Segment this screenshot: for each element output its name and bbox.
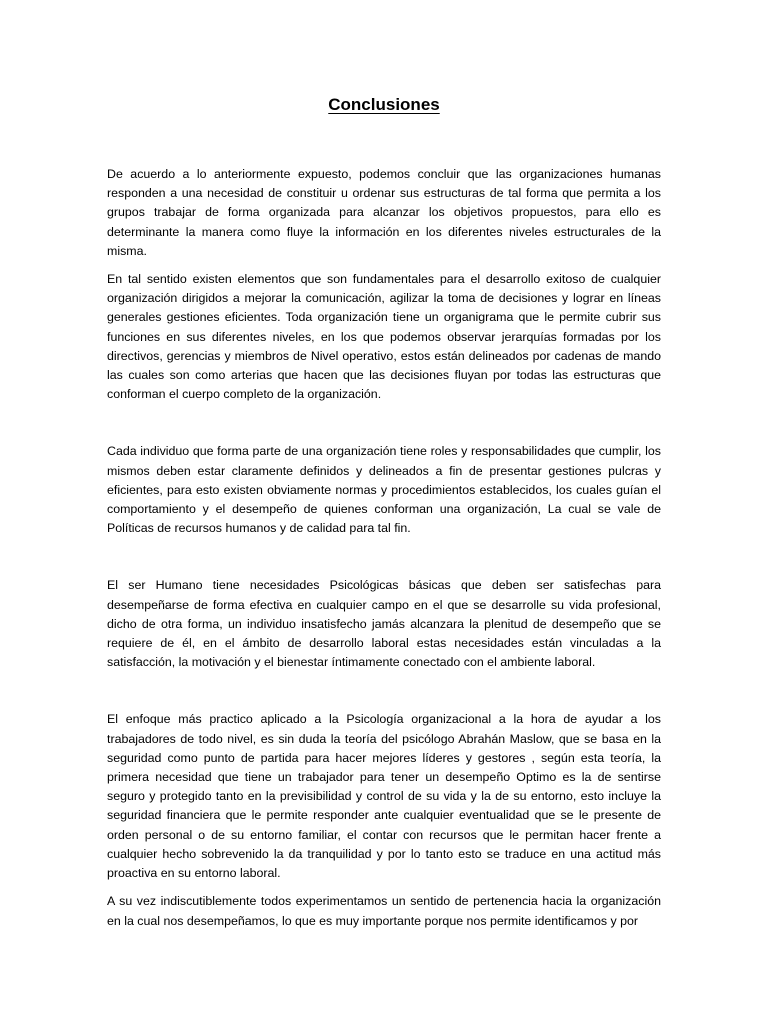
paragraph-spacer <box>107 261 661 270</box>
paragraph-6: A su vez indiscutiblemente todos experimentamos un sentido de pertenencia hacia la organización en la cual nos desempeñamos, lo que es muy importante porque nos permite identificamos y por <box>107 894 661 928</box>
paragraph-2: En tal sentido existen elementos que son fundamentales para el desarrollo exitoso de cualquier organización dirigidos a mejorar la comunicación, agilizar la toma de decisiones y lograr en líneas generales gestiones eficientes. Toda organización tiene un organigrama que le permite cubrir sus funciones en sus diferentes niveles, en los que podemos observar jerarquías formadas por los directivos, gerencias y miembros de Nivel operativo, estos están delineados por cadenas de mando las cuales son como arterias que hacen que las decisiones fluyan por todas las estructuras que conforman el cuerpo completo de la organización. <box>107 272 661 402</box>
paragraph-spacer <box>107 538 661 576</box>
paragraph-spacer <box>107 404 661 442</box>
document-title: Conclusiones <box>328 95 440 114</box>
paragraph-1: De acuerdo a lo anteriormente expuesto, podemos concluir que las organizaciones humanas responden a una necesidad de constituir u ordenar sus estructuras de tal forma que permita a los grupos trabajar de forma organizada para alcanzar los objetivos propuestos, para ello es determinante la manera como fluye la información en los diferentes niveles estructurales de la misma. <box>107 167 661 258</box>
paragraph-3: Cada individuo que forma parte de una organización tiene roles y responsabilidades que cumplir, los mismos deben estar claramente definidos y delineados a fin de presentar gestiones pulcras y eficientes, para esto existen obviamente normas y procedimientos establecidos, los cuales guían el comportamiento y el desempeño de quienes conforman una organización, La cual se vale de Políticas de recursos humanos y de calidad para tal fin. <box>107 444 661 536</box>
paragraph-spacer <box>107 883 661 892</box>
document-body <box>107 165 661 931</box>
paragraph-spacer <box>107 672 661 710</box>
paragraph-4: El ser Humano tiene necesidades Psicológicas básicas que deben ser satisfechas para desempeñarse de forma efectiva en cualquier campo en el que se desarrolle su vida profesional, dicho de otra forma, un individuo insatisfecho jamás alcanzara la plenitud de desempeño que se requiere de él, en el ámbito de desarrollo laboral estas necesidades están vinculadas a la satisfacción, la motivación y el bienestar íntimamente conectado con el ambiente laboral. <box>107 578 661 670</box>
paragraph-5: El enfoque más practico aplicado a la Psicología organizacional a la hora de ayudar a los trabajadores de todo nivel, es sin duda la teoría del psicólogo Abrahán Maslow, que se basa en la seguridad como punto de partida para hacer mejores líderes y gestores , según esta teoría, la primera necesidad que tiene un trabajador para tener un desempeño Optimo es la de sentirse seguro y protegido tanto en la previsibilidad y control de su vida y la de su entorno, esto incluye la seguridad financiera que le permite responder ante cualquier eventualidad que se le presente de orden personal o de su entorno familiar, el contar con recursos que le permitan hacer frente a cualquier hecho sobrevenido la da tranquilidad y por lo tanto esto se traduce en una actitud más proactiva en su entorno laboral. <box>107 712 661 881</box>
